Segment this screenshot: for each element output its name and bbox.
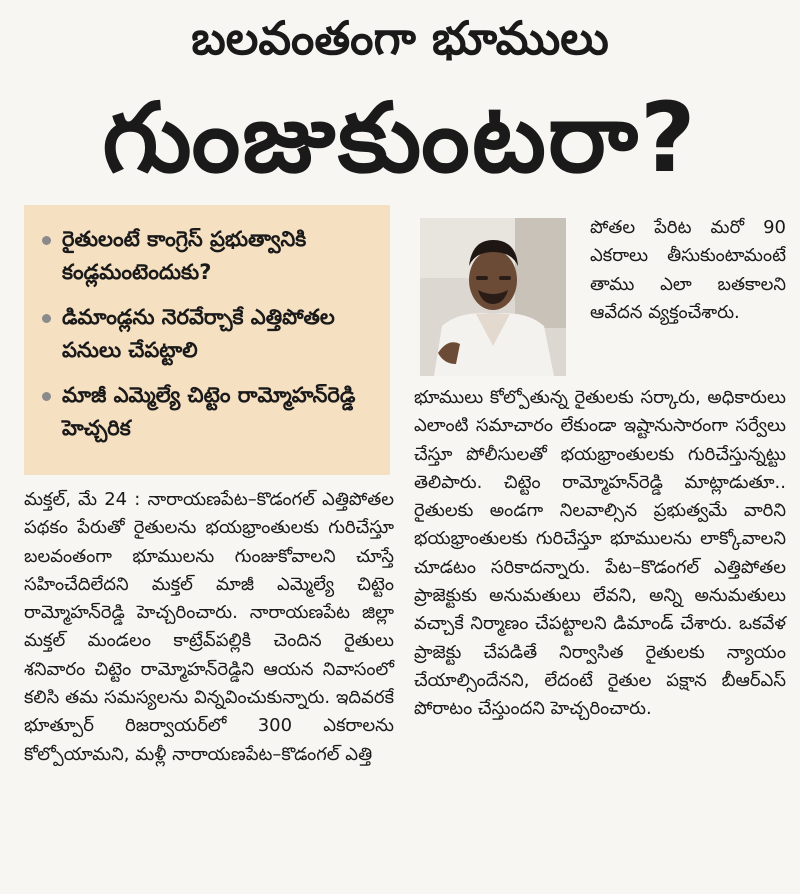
article-text: మక్తల్, మే 24 : నారాయణపేట–కొడంగల్ ఎత్తిపోతల పథకం పేరుతో రైతులను భయభ్రాంతులకు గురిచేస్తూ బలవంతంగా భూములను గుంజుకోవాలని చూస్తే సహించేదిలేదని మక్తల్ మాజీ ఎమ్మెల్యే చిట్టెం రామ్మోహన్‌రెడ్డి హెచ్చరించారు. నారాయణపేట జిల్లా మక్తల్ మండలం కాట్రేవ్‌పల్లికి చెందిన రైతులు శనివారం చిట్టెం రామ్మోహన్‌రెడ్డిని ఆయన నివాసంలో కలిసి తమ సమస్యలను విన్నవించుకున్నారు. ఇదివరకే భూత్పూర్ రిజర్వాయర్‌లో 300 ఎకరాలను కోల్పోయామని, మళ్లీ నారాయణపేట–కొడంగల్ ఎత్తి [24, 489, 394, 765]
headline-kicker: బలవంతంగా భూములు [191, 11, 609, 65]
highlight-item: డిమాండ్లను నెరవేర్చాకే ఎత్తిపోతల పనులు చేపట్టాలి [40, 301, 380, 367]
headline-main: గుంజుకుంటరా? [102, 82, 698, 194]
article-column-left [24, 486, 394, 769]
highlight-item: మాజీ ఎమ్మెల్యే చిట్టెం రామ్మోహన్‌రెడ్డి హెచ్చరిక [40, 379, 380, 445]
speaker-photo [420, 218, 566, 376]
highlights-box [24, 205, 390, 475]
article-column-right-top [590, 214, 786, 327]
highlight-item: రైతులంటే కాంగ్రెస్ ప్రభుత్వానికి కండ్లమంటెందుకు? [40, 223, 380, 289]
article-text: పోతల పేరిట మరో 90 ఎకరాలు తీసుకుంటామంటే తాము ఎలా బతకాలని ఆవేదన వ్యక్తంచేశారు. [590, 217, 786, 323]
article-column-right-bottom [414, 384, 786, 724]
article-text: భూములు కోల్పోతున్న రైతులకు సర్కారు, అధికారులు ఎలాంటి సమాచారం లేకుండా ఇష్టానుసారంగా సర్వేలు చేస్తూ పోలీసులతో భయభ్రాంతులకు గురిచేస్తున్నట్టు తెలిపారు. చిట్టెం రామ్మోహన్‌రెడ్డి మాట్లాడుతూ.. రైతులకు అండగా నిలవాల్సిన ప్రభుత్వమే వారిని భయభ్రాంతులకు గురిచేస్తూ భూములను లాక్కోవాలని చూడటం సరికాదన్నారు. పేట–కొడంగల్ ఎత్తిపోతల ప్రాజెక్టుకు అనుమతులు లేవని, అన్ని అనుమతులు వచ్చాకే నిర్మాణం చేపట్టాలని డిమాండ్ చేశారు. ఒకవేళ ప్రాజెక్టు చేపడితే నిర్వాసిత రైతులకు న్యాయం చేయాల్సిందేనని, లేదంటే రైతుల పక్షాన బీఆర్ఎస్ పోరాటం చేస్తుందని హెచ్చరించారు. [414, 387, 786, 720]
